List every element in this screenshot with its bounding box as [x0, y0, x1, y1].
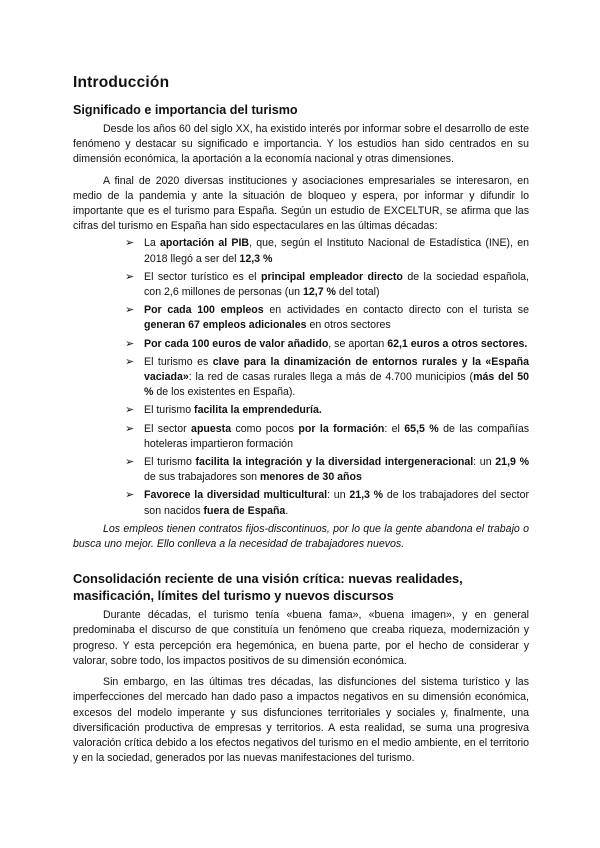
arrow-bullet-icon: ➢: [125, 270, 135, 283]
bullet-item: [125, 270, 529, 300]
bullet-text-bold: menores de 30 años: [260, 471, 362, 484]
bullet-text-bold: Por cada 100 empleos: [144, 304, 264, 317]
section-heading-vision-critica: Consolidación reciente de una visión crítica: nuevas realidades, masificación, límites del turismo y nuevos discursos: [73, 571, 463, 604]
bullet-text: : un: [327, 489, 350, 502]
bullet-text: de los trabajadores del sector son nacidos: [144, 489, 529, 517]
document-page: [73, 74, 529, 766]
bullet-text: El turismo es: [144, 355, 213, 368]
bullet-text-bold: Favorece la diversidad multicultural: [144, 489, 328, 502]
bullet-text: La: [144, 237, 160, 250]
bullet-item: [125, 337, 529, 352]
bullet-text-bold: 65,5 %: [404, 422, 439, 435]
bullet-text: en otros sectores: [306, 319, 391, 332]
bullet-text: de la sociedad española, con 2,6 millones de personas (un: [144, 270, 530, 299]
arrow-bullet-icon: ➢: [125, 355, 135, 368]
bullet-text: El turismo: [144, 404, 195, 417]
arrow-bullet-icon: ➢: [125, 337, 135, 350]
bullet-text: de los existentes en España).: [153, 386, 296, 399]
bullet-text: , que, según el Instituto Nacional de Estadística (INE), en 2018 llegó a ser del: [144, 237, 529, 265]
bullet-text: como pocos: [231, 422, 299, 435]
italic-note: Los empleos tienen contratos fijos-discontinuos, por lo que la gente abandona el trabajo o busca uno mejor. Ello conlleva a la necesidad de trabajadores nuevos.: [73, 522, 529, 551]
bullet-text: El sector turístico es el: [144, 270, 261, 283]
bullet-text-bold: fuera de España: [203, 504, 286, 517]
bullet-text-bold: facilita la emprendeduría.: [194, 404, 322, 417]
paragraph-intro-1: Desde los años 60 del siglo XX, ha existido interés por informar sobre el desarrollo de este fenómeno y destacar su significado e importancia. Y los estudios han sido centrados en su dimensión económica, la aportación a la economía nacional y otras dimensiones.: [73, 123, 529, 166]
bullet-item: [125, 422, 529, 452]
bullet-text: de las compañías hoteleras impartieron formación: [144, 422, 530, 450]
bullet-text: , se aportan: [328, 337, 388, 350]
bullet-text: de sus trabajadores son: [144, 471, 261, 484]
bullet-text: El sector: [144, 422, 192, 435]
bullet-text-bold: 12,7 %: [303, 286, 336, 299]
bullet-text: del total): [335, 286, 380, 299]
bullet-text: : el: [384, 422, 405, 435]
bullet-text-bold: más del 50 %: [144, 371, 529, 399]
bullet-text-bold: 21,9 %: [495, 456, 530, 469]
bullet-item: [125, 355, 529, 401]
document-title: Introducción: [73, 74, 170, 91]
arrow-bullet-icon: ➢: [125, 404, 135, 417]
bullet-item: [125, 455, 529, 485]
bullet-text-bold: facilita la integración y la diversidad intergeneracional: [195, 456, 474, 469]
paragraph-intro-2: A final de 2020 diversas instituciones y asociaciones empresariales se interesaron, en medio de la pandemia y ante la situación de bloqueo y espera, por informar y difundir lo importante que es el turismo para España. Según un estudio de EXCELTUR, se afirma que las cifras del turismo en España han sido espectaculares en las últimas décadas:: [73, 174, 529, 233]
bullet-item: [125, 488, 529, 518]
bullet-text-bold: por la formación: [298, 422, 385, 435]
bullet-item: [125, 303, 529, 333]
arrow-bullet-icon: ➢: [125, 489, 135, 502]
arrow-bullet-icon: ➢: [125, 237, 135, 250]
bullet-text-bold: Por cada 100 euros de valor añadido: [144, 337, 329, 350]
arrow-bullet-icon: ➢: [125, 304, 135, 317]
bullet-text: : la red de casas rurales llega a más de 4.700 municipios (: [188, 371, 474, 384]
bullet-text: : un: [473, 456, 496, 469]
bullet-text-bold: 12,3 %: [239, 252, 273, 265]
bullet-item: [125, 403, 529, 418]
bullet-text-bold: apuesta: [191, 422, 232, 435]
paragraph-critica-2: Sin embargo, en las últimas tres décadas, las disfunciones del sistema turístico y las imperfecciones del mercado han dado paso a impactos negativos en su dimensión económica, excesos del modelo imperante y sus disfunciones territoriales y sociales y, finalmente, una diversificación productiva de empresas y territorios. A esta realidad, se suma una progresiva valoración crítica debido a los efectos negativos del turismo en el medio ambiente, en el territorio y en la sociedad, generados por las nuevas manifestaciones del turismo.: [73, 676, 529, 765]
bullet-text-bold: 21,3 %: [349, 489, 384, 502]
paragraph-critica-1: Durante décadas, el turismo tenía «buena fama», «buena imagen», y en general predominaba el discurso de que constituía un fenómeno que creaba riqueza, modernización y progreso. Y esta percepción era hegemónica, en buena parte, por el hecho de considerar y valorar, sobre todo, los impactos positivos de su dimensión económica.: [73, 609, 529, 667]
bullet-text-bold: principal empleador directo: [260, 270, 403, 283]
bullet-text-bold: aportación al PIB: [160, 237, 250, 250]
bullet-item: [125, 236, 529, 266]
bullet-text: en actividades en contacto directo con el turista se: [263, 304, 529, 317]
arrow-bullet-icon: ➢: [125, 422, 135, 435]
bullet-text: .: [285, 504, 289, 517]
bullet-text-bold: clave para la dinamización de entornos rurales y la «España vaciada»: [144, 355, 529, 384]
bullet-list: [73, 236, 529, 518]
bullet-text-bold: 62,1 euros a otros sectores.: [387, 337, 528, 350]
bullet-text-bold: generan 67 empleos adicionales: [144, 319, 307, 332]
arrow-bullet-icon: ➢: [125, 456, 135, 469]
section-heading-significado: Significado e importancia del turismo: [73, 103, 298, 117]
bullet-text: El turismo: [144, 456, 196, 469]
